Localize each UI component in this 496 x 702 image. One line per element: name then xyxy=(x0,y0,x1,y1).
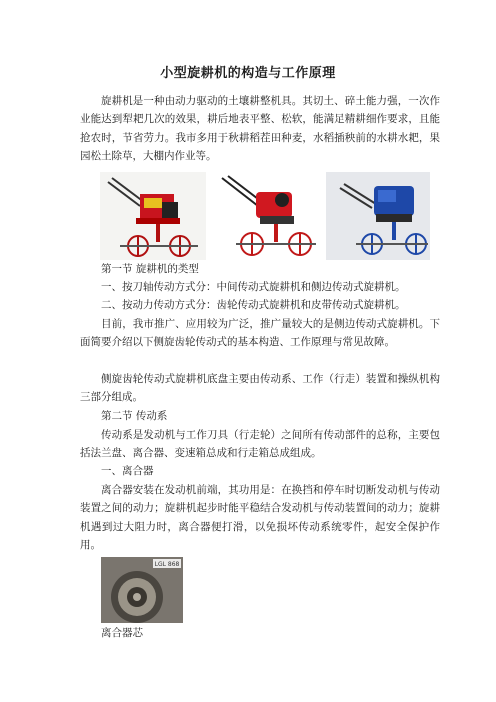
tiller-photo-gasoline xyxy=(212,172,320,260)
tiller-photo-diesel xyxy=(100,172,206,260)
type-by-shaft: 一、按刀轴传动方式分：中间传动式旋耕机和侧边传动式旋耕机。 xyxy=(101,281,406,293)
section-heading-types: 第一节 旋耕机的类型 xyxy=(101,263,199,275)
clutch-heading: 一、离合器 xyxy=(101,465,154,477)
chassis-paragraph: 侧旋齿轮传动式旋耕机底盘主要由传动系、工作（行走）装置和操纵机构三部分组成。 xyxy=(80,373,440,404)
type-by-power: 二、按动力传动方式分：齿轮传动式旋耕机和皮带传动式旋耕机。 xyxy=(101,299,406,311)
tiller-photo-row xyxy=(100,172,430,262)
clutch-core-photo xyxy=(101,557,183,623)
document-title: 小型旋耕机的构造与工作原理 xyxy=(160,66,336,81)
tiller-photo-blue xyxy=(326,172,430,260)
drivetrain-paragraph: 传动系是发动机与工作刀具（行走轮）之间所有传动部件的总称，主要包括法兰盘、离合器、变速箱总成和行走箱总成组成。 xyxy=(80,429,440,460)
clutch-paragraph: 离合器安装在发动机前端，其功用是：在换挡和停车时切断发动机与传动装置之间的动力；旋耕机起步时能平稳结合发动机与传动装置间的动力；旋耕机遇到过大阻力时，离合器便打滑，以免损坏传动系统零件，起安全保护作用。 xyxy=(80,484,440,552)
clutch-core-caption: 离合器芯 xyxy=(101,627,143,639)
clutch-photo-tag: LGL 868 xyxy=(154,561,180,568)
promotion-paragraph: 目前，我市推广、应用较为广泛，推广量较大的是侧边传动式旋耕机。下面简要介绍以下侧旋齿轮传动式的基本构造、工作原理与常见故障。 xyxy=(80,318,440,349)
intro-paragraph: 旋耕机是一种由动力驱动的土壤耕整机具。其切土、碎土能力强，一次作业能达到犁耙几次的效果，耕后地表平整、松软，能满足精耕细作要求，且能抢农时，节省劳力。我市多用于秋耕稻茬田种麦，水稻插秧前的水耕水耙，果园松土除草，大棚内作业等。 xyxy=(80,95,440,163)
section-heading-drivetrain: 第二节 传动系 xyxy=(101,410,168,422)
